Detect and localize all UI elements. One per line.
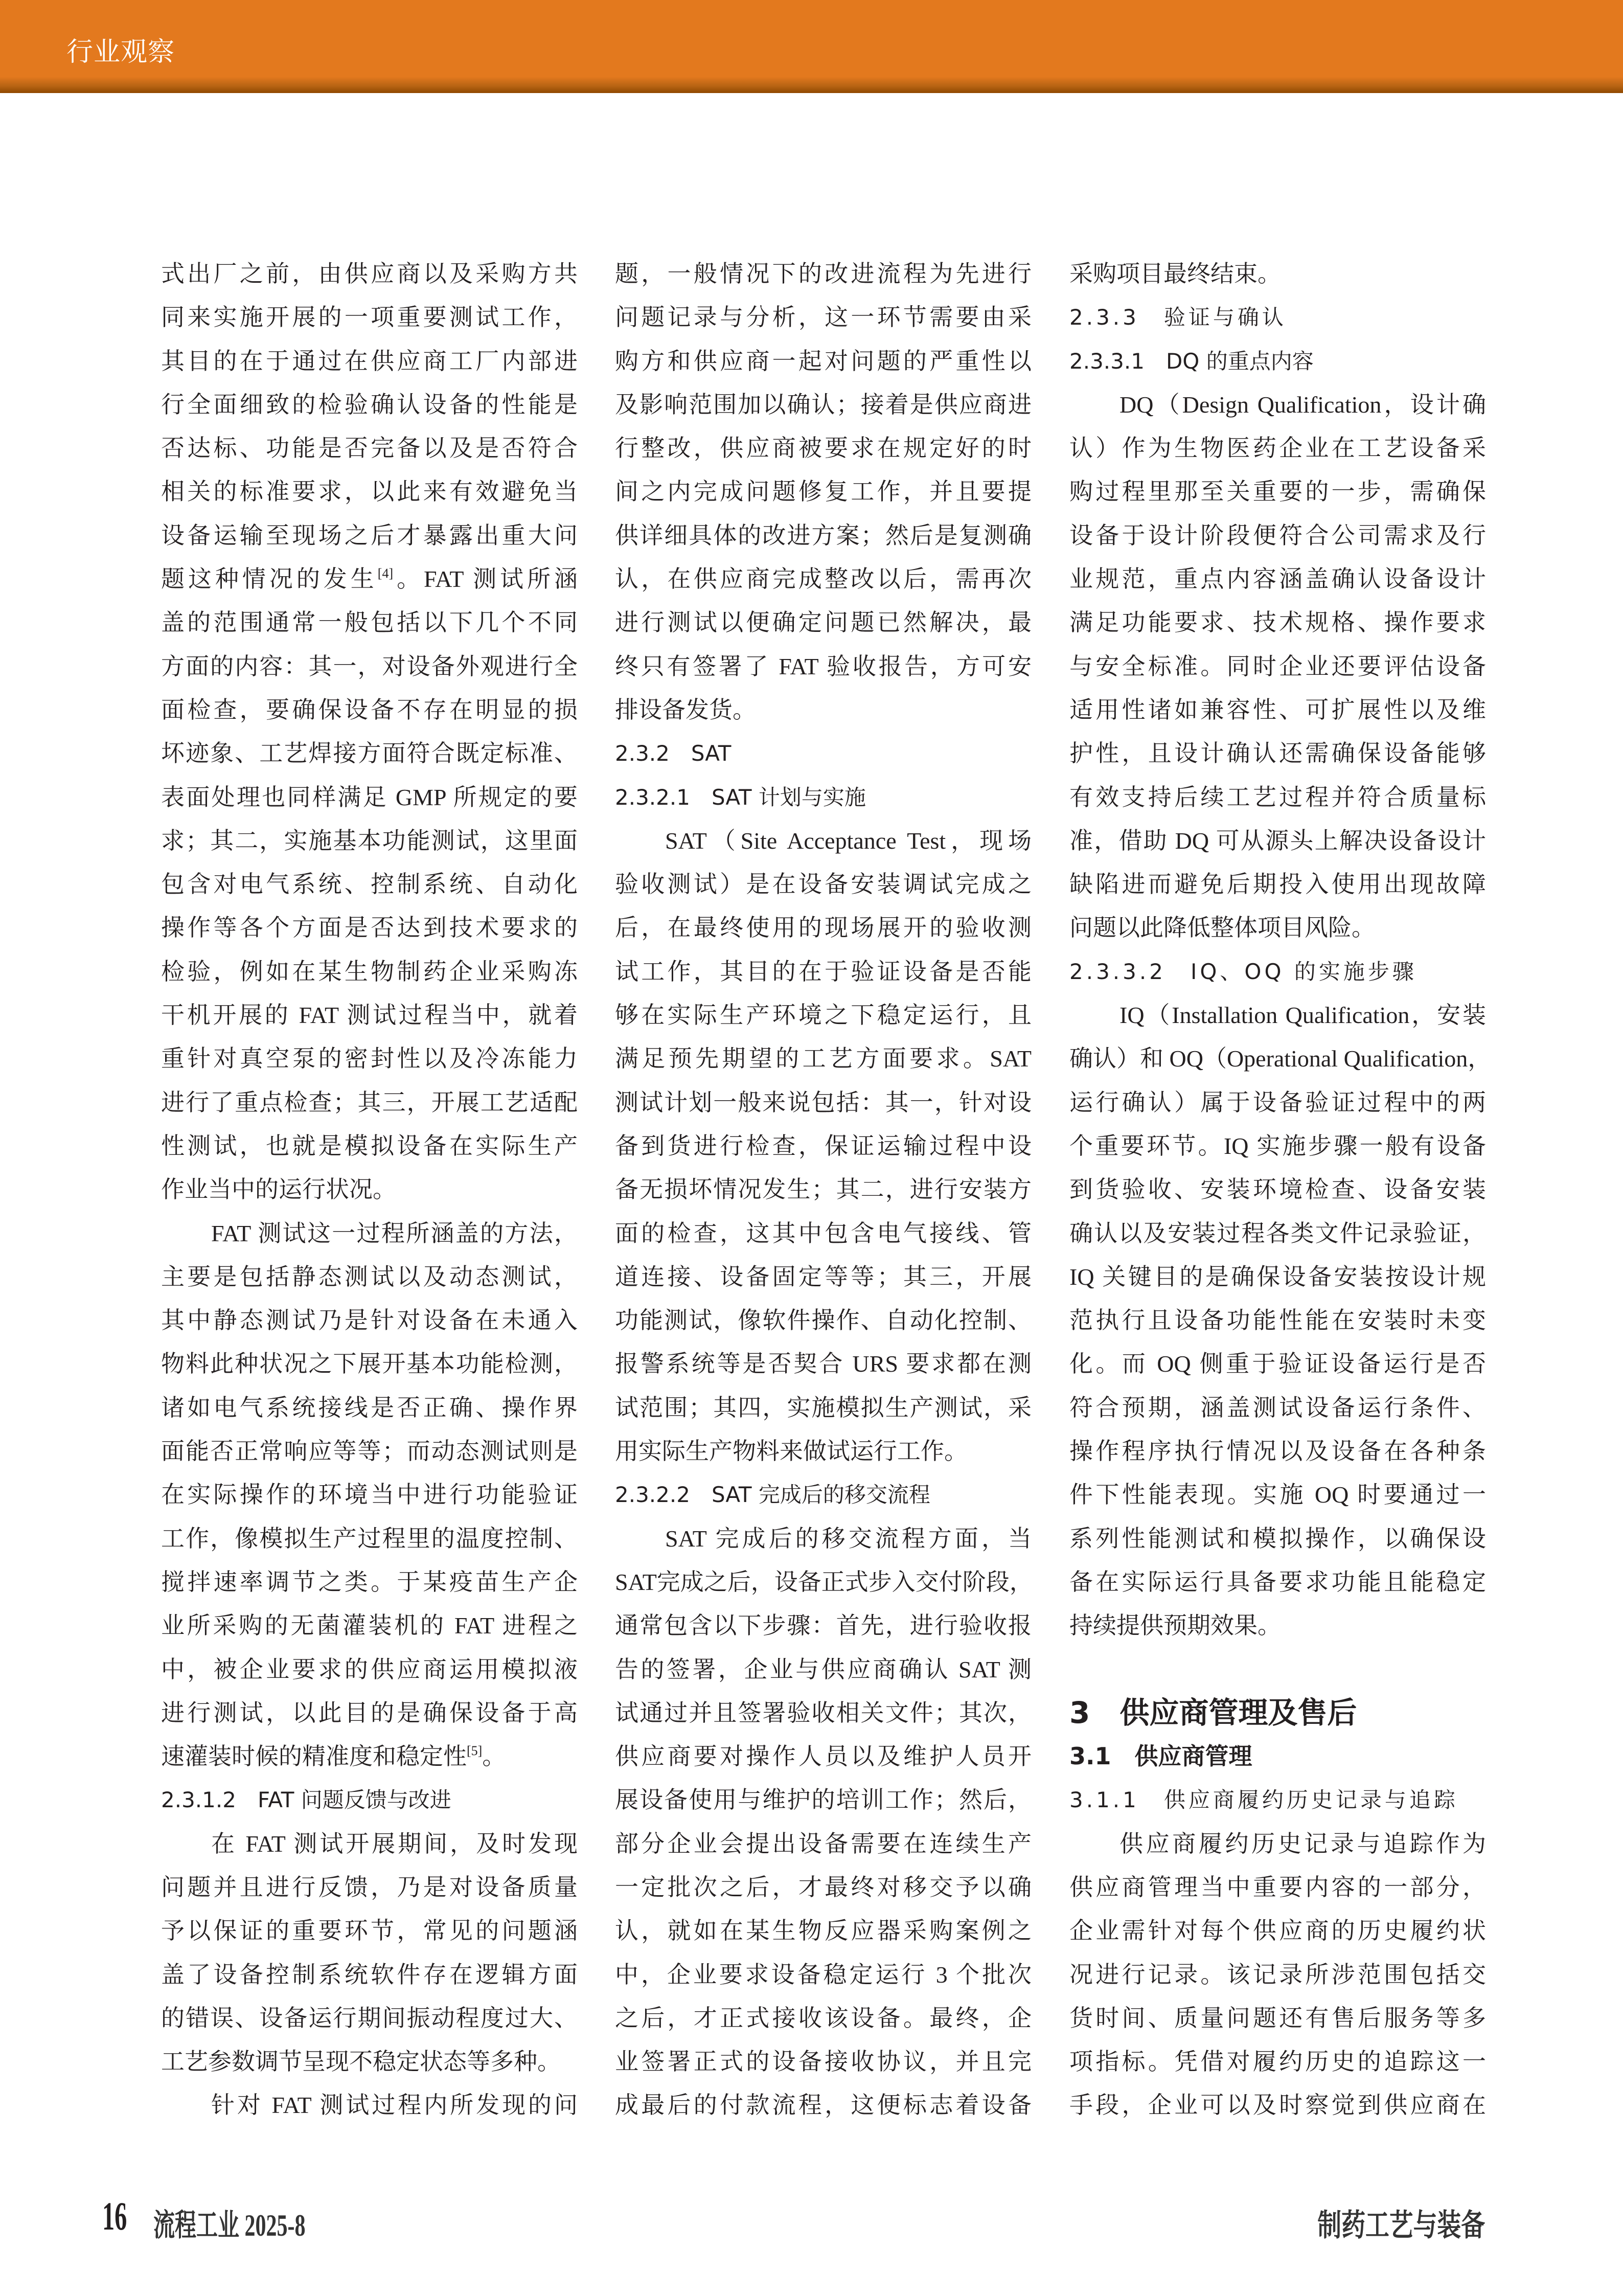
text-line: 个重要环节。IQ 实施步骤一般有设备 (1069, 1132, 1486, 1159)
text-line: 项指标。凭借对履约历史的追踪这一 (1069, 2049, 1486, 2075)
text-line: 供应商要对操作人员以及维护人员开 (615, 1743, 1032, 1770)
text-segment: 速灌装时候的精准度和稳定性 (161, 1743, 467, 1770)
text-line: 针对 FAT 测试过程内所发现的问 (211, 2092, 578, 2119)
text-line: IQ 关键目的是确保设备安装按设计规 (1069, 1263, 1486, 1290)
text-line: 面能否正常响应等等；而动态测试则是 (161, 1438, 578, 1465)
text-line: 主要是包括静态测试以及动态测试， (161, 1263, 578, 1290)
text-line: 化。而 OQ 侧重于验证设备运行是否 (1069, 1351, 1486, 1377)
text-line: 满足预先期望的工艺方面要求。SAT (615, 1045, 1032, 1072)
text-line: 终只有签署了 FAT 验收报告，方可安 (615, 653, 1032, 679)
text-line: 包含对电气系统、控制系统、自动化 (161, 871, 578, 898)
text-line: 进行测试，以此目的是确保设备于高 (161, 1699, 578, 1726)
text-line: 坏迹象、工艺焊接方面符合既定标准、 (161, 740, 578, 767)
text-line: 盖的范围通常一般包括以下几个不同 (161, 609, 578, 636)
text-segment: 题这种情况的发生 (161, 566, 378, 593)
text-line: 成最后的付款流程，这便标志着设备 (615, 2092, 1032, 2119)
text-line: 问题并且进行反馈，乃是对设备质量 (161, 1874, 578, 1900)
text-line: 缺陷进而避免后期投入使用出现故障 (1069, 871, 1486, 898)
text-line: 诸如电气系统接线是否正确、操作界 (161, 1394, 578, 1421)
text-line: 予以保证的重要环节，常见的问题涵 (161, 1918, 578, 1944)
text-line: 设备运输至现场之后才暴露出重大问 (161, 522, 578, 549)
text-line: 供应商管理当中重要内容的一部分， (1069, 1874, 1486, 1900)
citation-ref: [5] (467, 1743, 483, 1759)
section-heading: 2.3.3 验证与确认 (1069, 305, 1287, 330)
text-line: 中，企业要求设备稳定运行 3 个批次 (615, 1961, 1032, 1988)
text-line: 符合预期，涵盖测试设备运行条件、 (1069, 1394, 1486, 1421)
text-line: 验收测试）是在设备安装调试完成之 (615, 871, 1032, 898)
text-line: 满足功能要求、技术规格、操作要求 (1069, 609, 1486, 636)
text-line: 行整改，供应商被要求在规定好的时 (615, 435, 1032, 462)
text-line: 手段，企业可以及时察觉到供应商在 (1069, 2092, 1486, 2119)
text-line: 认，在供应商完成整改以后，需再次 (615, 566, 1032, 593)
text-line: 行全面细致的检验确认设备的性能是 (161, 391, 578, 418)
text-line: 购方和供应商一起对问题的严重性以 (615, 348, 1032, 374)
text-line: 之后，才正式接收该设备。最终，企 (615, 2005, 1032, 2031)
text-line: 题，一般情况下的改进流程为先进行 (615, 261, 1032, 287)
article-column-1 (161, 252, 578, 2127)
text-line: 作业当中的运行状况。 (161, 1176, 396, 1203)
text-line: 况进行记录。该记录所涉范围包括交 (1069, 1961, 1486, 1988)
text-line: 准，借助 DQ 可从源头上解决设备设计 (1069, 827, 1486, 854)
text-line: 护性，且设计确认还需确保设备能够 (1069, 740, 1486, 767)
text-line: 功能测试，像软件操作、自动化控制、 (615, 1307, 1032, 1334)
text-line: 性测试，也就是模拟设备在实际生产 (161, 1132, 578, 1159)
text-line: 有效支持后续工艺过程并符合质量标 (1069, 784, 1486, 810)
text-line: 式出厂之前，由供应商以及采购方共 (161, 261, 578, 287)
text-line: 部分企业会提出设备需要在连续生产 (615, 1830, 1032, 1857)
text-line: 进行了重点检查；其三，开展工艺适配 (161, 1089, 578, 1116)
text-line: 试范围；其四，实施模拟生产测试，采 (615, 1394, 1032, 1421)
text-line: 业所采购的无菌灌装机的 FAT 进程之 (161, 1612, 578, 1639)
section-heading: 3.1.1 供应商履约历史记录与追踪 (1069, 1787, 1458, 1813)
text-line: 试通过并且签署验收相关文件；其次， (615, 1699, 1032, 1726)
text-line: 表面处理也同样满足 GMP 所规定的要 (161, 784, 578, 810)
text-line (161, 1735, 578, 1778)
text-line: 在 FAT 测试开展期间，及时发现 (211, 1830, 578, 1857)
text-line: 面检查，要确保设备不存在明显的损 (161, 696, 578, 723)
text-line: 物料此种状况之下展开基本功能检测， (161, 1351, 578, 1377)
journal-issue: 流程工业 2025-8 (153, 2209, 306, 2242)
section-heading: 2.3.2.1 SAT 计划与实施 (615, 784, 866, 810)
text-line: 系列性能测试和模拟操作，以确保设 (1069, 1525, 1486, 1552)
section-heading: 3 供应商管理及售后 (1069, 1695, 1357, 1730)
text-line: 适用性诸如兼容性、可扩展性以及维 (1069, 696, 1486, 723)
text-line: IQ（Installation Qualification，安装 (1119, 1002, 1486, 1029)
text-line: 采购项目最终结束。 (1069, 261, 1281, 287)
text-line: 重针对真空泵的密封性以及冷冻能力 (161, 1045, 578, 1072)
text-segment: 。 (482, 1743, 506, 1770)
text-line: 设备于设计阶段便符合公司需求及行 (1069, 522, 1486, 549)
text-line: 用实际生产物料来做试运行工作。 (615, 1438, 968, 1465)
text-line: 认，就如在某生物反应器采购案例之 (615, 1918, 1032, 1944)
text-line: 及影响范围加以确认；接着是供应商进 (615, 391, 1032, 418)
text-line: 购过程里那至关重要的一步，需确保 (1069, 479, 1486, 505)
text-line: 货时间、质量问题还有售后服务等多 (1069, 2005, 1486, 2031)
text-line: DQ（Design Qualification，设计确 (1119, 391, 1486, 418)
text-line: 供应商履约历史记录与追踪作为 (1119, 1830, 1486, 1857)
text-line: 业规范，重点内容涵盖确认设备设计 (1069, 566, 1486, 593)
text-line: 认）作为生物医药企业在工艺设备采 (1069, 435, 1486, 462)
text-line: 工作，像模拟生产过程里的温度控制、 (161, 1525, 578, 1552)
text-line: 企业需针对每个供应商的历史履约状 (1069, 1918, 1486, 1944)
text-line: 供详细具体的改进方案；然后是复测确 (615, 522, 1032, 549)
text-line (161, 557, 578, 601)
article-column-3 (1069, 252, 1492, 2127)
text-line: SAT完成之后，设备正式步入交付阶段， (615, 1568, 1033, 1595)
text-line: 问题以此降低整体项目风险。 (1069, 915, 1375, 941)
section-heading: 2.3.2 SAT (615, 741, 732, 766)
section-heading: 2.3.3.2 IQ、OQ 的实施步骤 (1069, 959, 1417, 984)
text-line: 干机开展的 FAT 测试过程当中，就着 (161, 1002, 578, 1029)
text-line: 操作程序执行情况以及设备在各种条 (1069, 1438, 1486, 1465)
text-line: 进行测试以便确定问题已然解决，最 (615, 609, 1032, 636)
text-line: 件下性能表现。实施 OQ 时要通过一 (1069, 1482, 1486, 1508)
text-segment: 。FAT 测试所涵 (393, 566, 578, 593)
text-line: 运行确认）属于设备验证过程中的两 (1069, 1089, 1486, 1116)
text-line: 排设备发货。 (615, 696, 756, 723)
text-line: SAT（Site Acceptance Test，现场 (665, 827, 1032, 854)
citation-ref: [4] (377, 566, 394, 581)
article-column-2 (615, 252, 1032, 2127)
text-line: 在实际操作的环境当中进行功能验证 (161, 1482, 578, 1508)
text-line: 间之内完成问题修复工作，并且要提 (615, 479, 1032, 505)
text-line: 通常包含以下步骤：首先，进行验收报 (615, 1612, 1032, 1639)
text-line: 备在实际运行具备要求功能且能稳定 (1069, 1568, 1486, 1595)
text-line: FAT 测试这一过程所涵盖的方法， (211, 1220, 578, 1246)
text-line: 告的签署，企业与供应商确认 SAT 测 (615, 1656, 1032, 1683)
text-line: 展设备使用与维护的培训工作；然后， (615, 1787, 1032, 1813)
text-line: 中，被企业要求的供应商运用模拟液 (161, 1656, 578, 1683)
text-line: 工艺参数调节呈现不稳定状态等多种。 (161, 2049, 561, 2075)
text-line: 确认）和 OQ（Operational Qualification， (1069, 1045, 1492, 1072)
text-line: 持续提供预期效果。 (1069, 1612, 1281, 1639)
text-line: 相关的标准要求，以此来有效避免当 (161, 479, 578, 505)
text-line: 测试计划一般来说包括：其一，针对设 (615, 1089, 1032, 1116)
text-line: 操作等各个方面是否达到技术要求的 (161, 915, 578, 941)
section-heading: 3.1 供应商管理 (1069, 1742, 1252, 1770)
section-title: 行业观察 (66, 37, 175, 67)
page-number: 16 (102, 2194, 127, 2238)
column-name: 制药工艺与装备 (1317, 2209, 1485, 2242)
text-line: 同来实施开展的一项重要测试工作， (161, 304, 578, 331)
text-line: 求；其二，实施基本功能测试，这里面 (161, 827, 578, 854)
text-line: 检验，例如在某生物制药企业采购冻 (161, 958, 578, 985)
text-line: 试工作，其目的在于验证设备是否能 (615, 958, 1032, 985)
text-line: 到货验收、安装环境检查、设备安装 (1069, 1176, 1486, 1203)
text-line: 的错误、设备运行期间振动程度过大、 (161, 2005, 578, 2031)
section-heading: 2.3.1.2 FAT 问题反馈与改进 (161, 1787, 451, 1813)
text-line: SAT 完成后的移交流程方面，当 (665, 1525, 1032, 1552)
text-line: 面的检查，这其中包含电气接线、管 (615, 1220, 1032, 1246)
text-line (1069, 1648, 1486, 1691)
text-line: 备到货进行检查，保证运输过程中设 (615, 1132, 1032, 1159)
text-line: 问题记录与分析，这一环节需要由采 (615, 304, 1032, 331)
text-line: 一定批次之后，才最终对移交予以确 (615, 1874, 1032, 1900)
text-line: 备无损坏情况发生；其二，进行安装方 (615, 1176, 1032, 1203)
text-line: 与安全标准。同时企业还要评估设备 (1069, 653, 1486, 679)
text-line: 业签署正式的设备接收协议，并且完 (615, 2049, 1032, 2075)
text-line: 道连接、设备固定等等；其三，开展 (615, 1263, 1032, 1290)
section-heading: 2.3.3.1 DQ 的重点内容 (1069, 348, 1314, 374)
text-line: 否达标、功能是否完备以及是否符合 (161, 435, 578, 462)
text-line: 其中静态测试乃是针对设备在未通入 (161, 1307, 578, 1334)
text-line: 确认以及安装过程各类文件记录验证， (1069, 1220, 1486, 1246)
text-line: 范执行且设备功能性能在安装时未变 (1069, 1307, 1486, 1334)
text-line: 搅拌速率调节之类。于某疫苗生产企 (161, 1568, 578, 1595)
section-heading: 2.3.2.2 SAT 完成后的移交流程 (615, 1482, 930, 1508)
text-line: 盖了设备控制系统软件存在逻辑方面 (161, 1961, 578, 1988)
text-line: 够在实际生产环境之下稳定运行，且 (615, 1002, 1032, 1029)
text-line: 报警系统等是否契合 URS 要求都在测 (615, 1351, 1032, 1377)
section-header-bar (0, 0, 1623, 93)
text-line: 后，在最终使用的现场展开的验收测 (615, 915, 1032, 941)
text-line: 其目的在于通过在供应商工厂内部进 (161, 348, 578, 374)
text-line: 方面的内容：其一，对设备外观进行全 (161, 653, 578, 679)
